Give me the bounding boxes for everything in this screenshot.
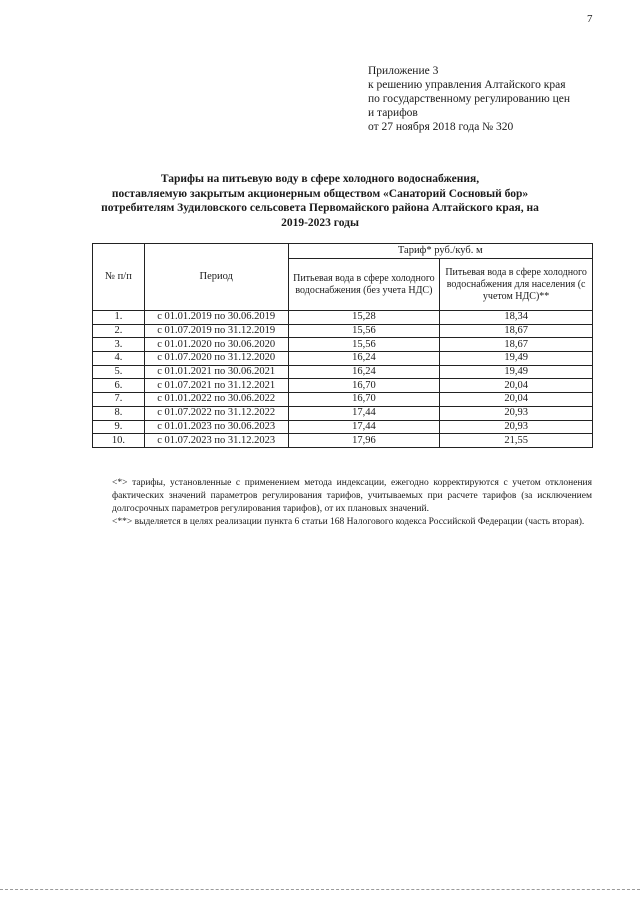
row-tariff-with-vat: 18,34 xyxy=(440,311,593,325)
header-with-vat: Питьевая вода в сфере холодного водоснабжения для населения (с учетом НДС)** xyxy=(440,259,593,311)
table-row xyxy=(93,352,593,366)
row-tariff-without-vat: 15,56 xyxy=(288,324,440,338)
row-period: с 01.01.2022 по 30.06.2022 xyxy=(144,393,288,407)
row-tariff-without-vat: 17,44 xyxy=(288,420,440,434)
row-number: 2. xyxy=(93,324,145,338)
tariff-table xyxy=(92,243,593,448)
row-tariff-without-vat: 16,70 xyxy=(288,393,440,407)
row-number: 8. xyxy=(93,406,145,420)
row-number: 10. xyxy=(93,434,145,448)
row-tariff-without-vat: 16,24 xyxy=(288,352,440,366)
appendix-line: Приложение 3 xyxy=(368,65,439,77)
document-title xyxy=(80,172,560,230)
title-line: 2019-2023 годы xyxy=(281,216,359,229)
table-row xyxy=(93,434,593,448)
row-tariff-with-vat: 19,49 xyxy=(440,352,593,366)
row-period: с 01.07.2023 по 31.12.2023 xyxy=(144,434,288,448)
row-tariff-without-vat: 16,70 xyxy=(288,379,440,393)
row-tariff-without-vat: 17,44 xyxy=(288,406,440,420)
page-number: 7 xyxy=(587,13,593,25)
row-period: с 01.01.2019 по 30.06.2019 xyxy=(144,311,288,325)
footnote-vat: <**> выделяется в целях реализации пункта 6 статьи 168 Налогового кодекса Российской Федерации (часть вторая). xyxy=(112,517,585,527)
footnotes xyxy=(112,477,592,529)
row-number: 4. xyxy=(93,352,145,366)
footnote-indexation: <*> тарифы, установленные с применением метода индексации, ежегодно корректируются с учетом отклонения фактических значений параметров регулирования тарифов, учитываемых при расчете тарифов (за исключением долгосрочных параметров регулирования тарифов), от их плановых значений. xyxy=(112,478,592,514)
row-period: с 01.01.2023 по 30.06.2023 xyxy=(144,420,288,434)
row-number: 1. xyxy=(93,311,145,325)
table-row xyxy=(93,393,593,407)
header-period: Период xyxy=(144,244,288,311)
title-line: поставляемую закрытым акционерным обществом «Санаторий Сосновый бор» xyxy=(111,187,529,200)
row-period: с 01.07.2019 по 31.12.2019 xyxy=(144,324,288,338)
row-tariff-with-vat: 20,93 xyxy=(440,406,593,420)
appendix-line: от 27 ноября 2018 года № 320 xyxy=(368,121,514,133)
row-period: с 01.01.2020 по 30.06.2020 xyxy=(144,338,288,352)
table-row xyxy=(93,365,593,379)
row-tariff-with-vat: 20,04 xyxy=(440,379,593,393)
row-period: с 01.07.2022 по 31.12.2022 xyxy=(144,406,288,420)
title-line: Тарифы на питьевую воду в сфере холодного водоснабжения, xyxy=(160,173,480,185)
table-row xyxy=(93,406,593,420)
table-row xyxy=(93,338,593,352)
row-tariff-without-vat: 16,24 xyxy=(288,365,440,379)
row-number: 7. xyxy=(93,393,145,407)
row-number: 3. xyxy=(93,338,145,352)
table-row xyxy=(93,311,593,325)
row-number: 5. xyxy=(93,365,145,379)
header-number: № п/п xyxy=(93,244,145,311)
table-row xyxy=(93,324,593,338)
appendix-line: и тарифов xyxy=(368,107,418,119)
appendix-line: по государственному регулированию цен xyxy=(368,93,571,105)
row-period: с 01.07.2021 по 31.12.2021 xyxy=(144,379,288,393)
appendix-block xyxy=(368,64,570,134)
row-tariff-with-vat: 18,67 xyxy=(440,338,593,352)
row-tariff-without-vat: 17,96 xyxy=(288,434,440,448)
row-tariff-without-vat: 15,28 xyxy=(288,311,440,325)
row-number: 9. xyxy=(93,420,145,434)
row-period: с 01.07.2020 по 31.12.2020 xyxy=(144,352,288,366)
table-row xyxy=(93,379,593,393)
row-number: 6. xyxy=(93,379,145,393)
appendix-line: к решению управления Алтайского края xyxy=(368,79,566,91)
header-without-vat: Питьевая вода в сфере холодного водоснабжения (без учета НДС) xyxy=(288,259,440,311)
row-tariff-with-vat: 19,49 xyxy=(440,365,593,379)
table-row xyxy=(93,420,593,434)
row-tariff-with-vat: 20,93 xyxy=(440,420,593,434)
row-tariff-with-vat: 21,55 xyxy=(440,434,593,448)
row-tariff-without-vat: 15,56 xyxy=(288,338,440,352)
title-line: потребителям Зудиловского сельсовета Первомайского района Алтайского края, на xyxy=(101,202,539,214)
row-tariff-with-vat: 20,04 xyxy=(440,393,593,407)
row-period: с 01.01.2021 по 30.06.2021 xyxy=(144,365,288,379)
header-tariff-group: Тариф* руб./куб. м xyxy=(288,244,592,259)
bottom-scan-edge xyxy=(0,889,640,890)
row-tariff-with-vat: 18,67 xyxy=(440,324,593,338)
